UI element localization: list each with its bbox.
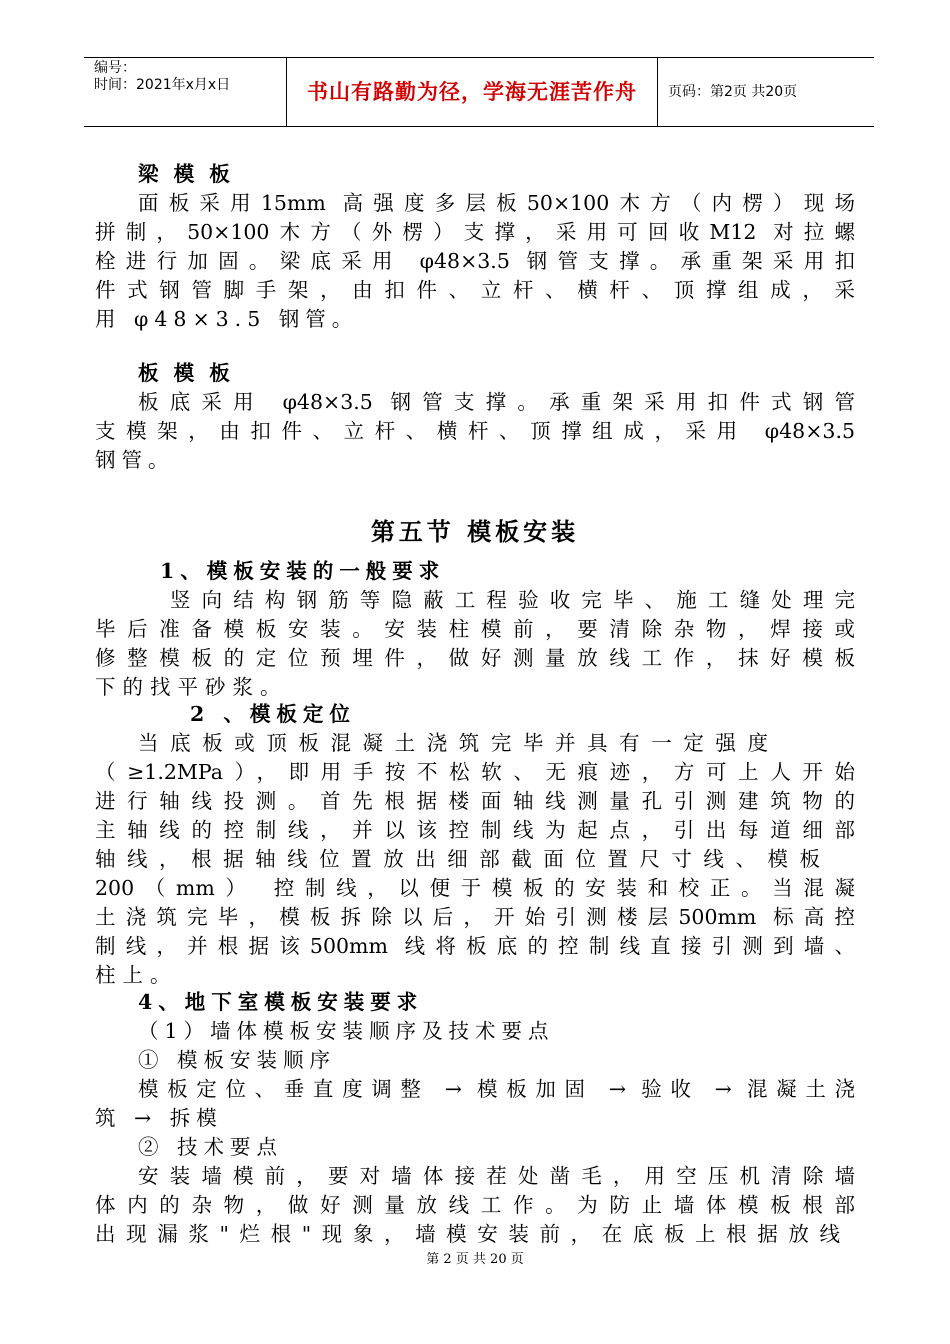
s2-line-4: 主轴线的控制线，并以该控制线为起点，引出每道细部 — [95, 818, 855, 842]
s2-line-3: 进行轴线投测。首先根据楼面轴线测量孔引测建筑物的 — [95, 789, 855, 813]
s4-line-2: ① 模板安装顺序 — [138, 1048, 337, 1072]
s1-line-1: 竖向结构钢筋等隐蔽工程验收完毕、施工缝处理完 — [170, 588, 855, 612]
s1-line-2: 毕后准备模板安装。安装柱模前，要清除杂物，焊接或 — [95, 617, 855, 641]
s2-line-7: 土浇筑完毕，模板拆除以后，开始引测楼层500mm 标高控 — [95, 905, 855, 929]
slab-formwork-title: 板 模 板 — [138, 361, 234, 385]
s4-line-7: 体内的杂物，做好测量放线工作。为防止墙体模板根部 — [95, 1193, 855, 1217]
s2-line-5: 轴线，根据轴线位置放出细部截面位置尺寸线、模板 — [95, 847, 820, 871]
s1-line-4: 下的找平砂浆。 — [95, 675, 288, 699]
beam-line-5: 用 φ48×3.5 钢管。 — [95, 307, 359, 331]
subsection-4-title: 4、地下室模板安装要求 — [138, 990, 424, 1014]
beam-line-1: 面板采用15mm 高强度多层板50×100木方（内楞）现场 — [138, 191, 855, 215]
slab-line-3: 钢管。 — [95, 448, 175, 472]
s4-line-6: 安装墙模前，要对墙体接茬处凿毛，用空压机清除墙 — [138, 1164, 855, 1188]
header-meta — [84, 58, 286, 126]
beam-line-4: 件式钢管脚手架，由扣件、立杆、横杆、顶撑组成，采 — [95, 278, 855, 302]
s2-line-6: 200（mm） 控制线，以便于模板的安装和校正。当混凝 — [95, 876, 855, 900]
s1-line-3: 修整模板的定位预埋件，做好测量放线工作，抹好模板 — [95, 646, 855, 670]
document-number: 编号： — [94, 60, 136, 76]
s4-line-5: ② 技术要点 — [138, 1135, 284, 1159]
page-header — [84, 57, 874, 127]
s2-line-1: 当底板或顶板混凝土浇筑完毕并具有一定强度 — [138, 731, 768, 755]
beam-line-2: 拼制，50×100木方（外楞）支撑，采用可回收M12 对拉螺 — [95, 220, 855, 244]
subsection-2-title: 2 、模板定位 — [190, 702, 356, 726]
s2-line-8: 制线，并根据该500mm 线将板底的控制线直接引测到墙、 — [95, 934, 855, 958]
s2-line-9: 柱上。 — [95, 963, 178, 987]
section-title: 第五节 模板安装 — [370, 517, 580, 546]
header-page-cell — [658, 58, 874, 126]
s4-line-8: 出现漏浆"烂根"现象，墙模安装前，在底板上根据放线 — [95, 1222, 840, 1246]
slab-line-2: 支模架，由扣件、立杆、横杆、顶撑组成，采用 φ48×3.5 — [95, 419, 855, 443]
slab-line-1: 板底采用 φ48×3.5 钢管支撑。承重架采用扣件式钢管 — [138, 390, 855, 414]
page-footer: 第 2 页 共 20 页 — [426, 1252, 524, 1267]
s4-line-1: （1）墙体模板安装顺序及技术要点 — [138, 1019, 555, 1043]
subsection-1-title: 1、模板安装的一般要求 — [160, 559, 446, 583]
s4-line-4: 筑 → 拆模 — [95, 1106, 223, 1130]
s4-line-3: 模板定位、垂直度调整 → 模板加固 → 验收 → 混凝土浇 — [138, 1077, 855, 1101]
page-number: 页码：第2页 共20页 — [668, 84, 798, 100]
document-time: 时间：2021年x月x日 — [94, 77, 231, 93]
beam-formwork-title: 梁 模 板 — [138, 162, 234, 186]
motto: 书山有路勤为径，学海无涯苦作舟 — [307, 80, 637, 104]
s2-line-2: （≥1.2MPa），即用手按不松软、无痕迹，方可上人开始 — [95, 760, 855, 784]
header-motto-cell — [286, 58, 658, 126]
beam-line-3: 栓进行加固。梁底采用 φ48×3.5 钢管支撑。承重架采用扣 — [95, 249, 855, 273]
